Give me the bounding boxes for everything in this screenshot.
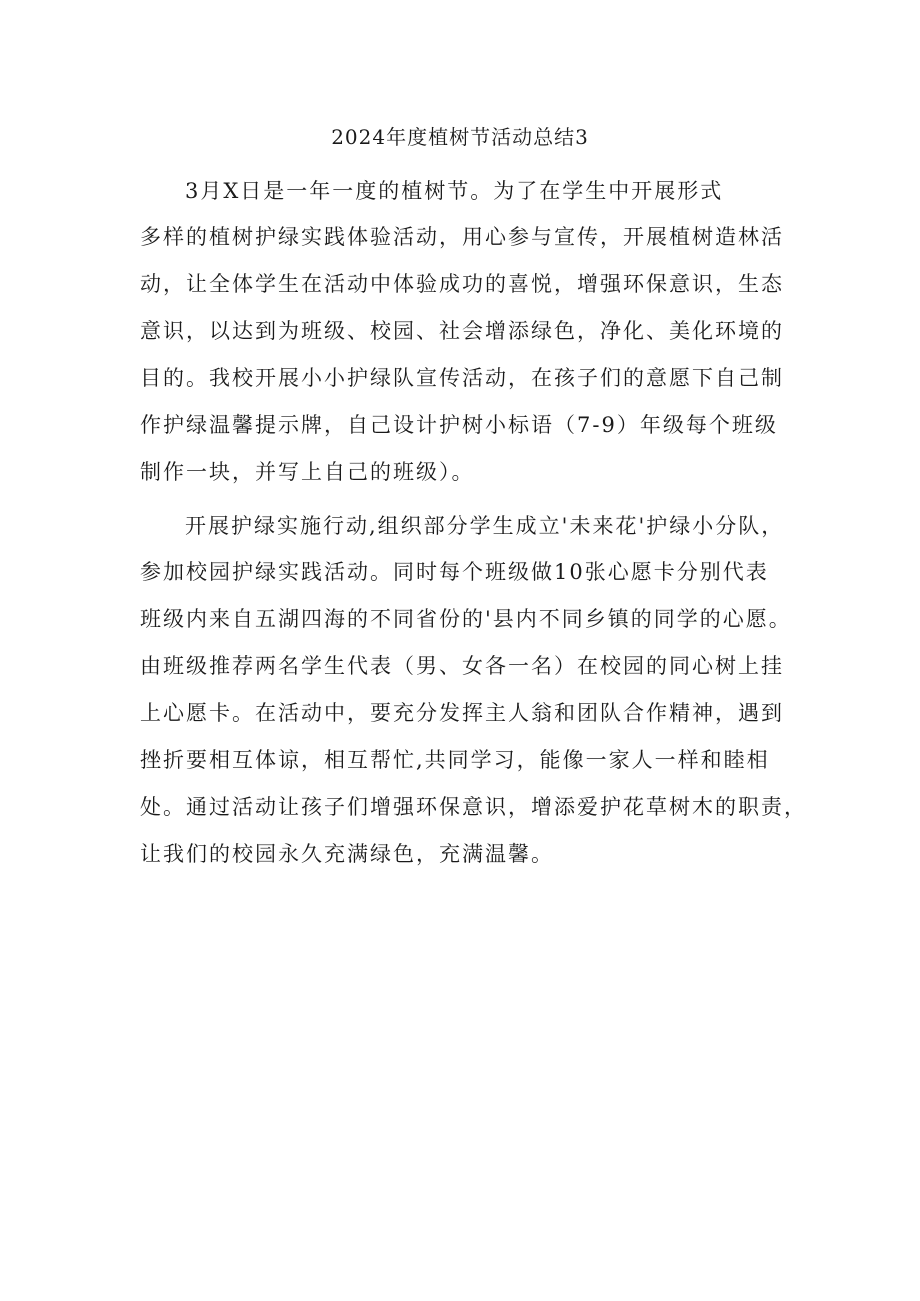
paragraph-line: 意识，以达到为班级、校园、社会增添绿色，净化、美化环境的 [140,319,784,343]
paragraph-line: 让我们的校园永久充满绿色，充满温馨。 [140,842,554,866]
paragraph-line: 上心愿卡。在活动中，要充分发挥主人翁和团队合作精神，遇到 [140,701,784,725]
paragraph-line: 处。通过活动让孩子们增强环保意识，增添爱护花草树木的职责， [140,795,807,819]
paragraph-line: 目的。我校开展小小护绿队宣传活动，在孩子们的意愿下自己制 [140,366,784,390]
paragraph-line: 制作一块，并写上自己的班级）。 [140,460,475,484]
paragraph-line: 作护绿温馨提示牌，自己设计护树小标语（7-9）年级每个班级 [140,413,778,437]
paragraph-line: 3月X日是一年一度的植树节。为了在学生中开展形式 [185,179,724,203]
paragraph-line: 开展护绿实施行动,组织部分学生成立'未来花'护绿小分队， [185,514,785,538]
paragraph-line: 由班级推荐两名学生代表（男、女各一名）在校园的同心树上挂 [140,654,784,678]
paragraph-line: 班级内来自五湖四海的不同省份的'县内不同乡镇的同学的心愿。 [140,607,792,631]
document-title: 2024年度植树节活动总结3 [331,125,589,149]
paragraph-line: 参加校园护绿实践活动。同时每个班级做10张心愿卡分别代表 [140,560,769,584]
paragraph-line: 多样的植树护绿实践体验活动，用心参与宣传，开展植树造林活 [140,225,784,249]
paragraph-line: 挫折要相互体谅，相互帮忙,共同学习，能像一家人一样和睦相 [140,748,770,772]
paragraph-line: 动，让全体学生在活动中体验成功的喜悦，增强环保意识，生态 [140,272,784,296]
